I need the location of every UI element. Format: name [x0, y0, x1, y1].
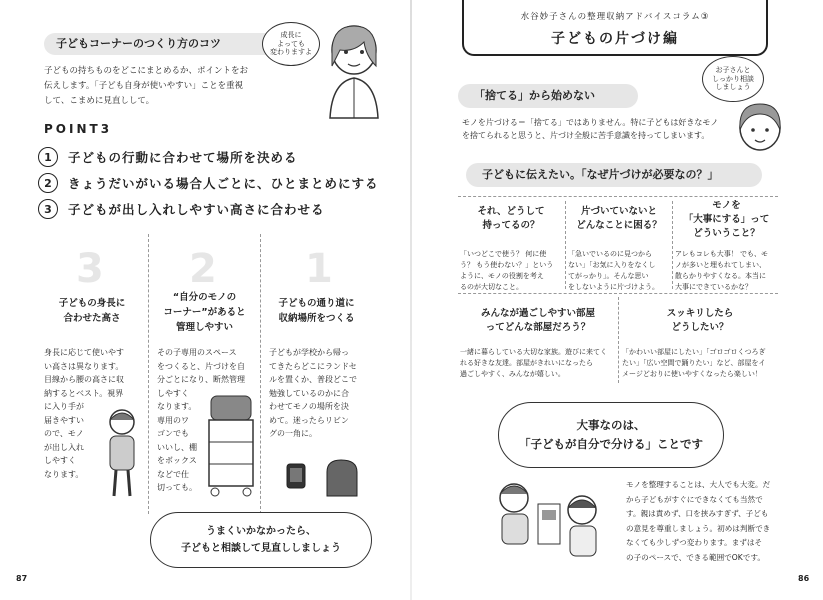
qa-cell-1-head: 持ってるの？ [482, 220, 540, 231]
point-2-number: 2 [38, 173, 58, 193]
column-2-line: 切っても。 [157, 483, 197, 492]
column-3-line: 納するとベスト。視界 [44, 388, 124, 398]
bag-and-device-illustration [283, 458, 363, 498]
left-cloud-text [150, 523, 372, 557]
qa-cell-5-line: 「かわいい部屋にしたい」「ゴロゴロくつろぎ [622, 348, 766, 356]
section-1-heading: 「捨てる」から始めない [458, 84, 638, 108]
point-1-text: 子どもの行動に合わせて場所を決める [68, 150, 298, 165]
advisor-illustration [730, 100, 790, 158]
point-1 [38, 146, 298, 168]
left-cloud-line2: 子どもと相談して見直ししましょう [181, 543, 341, 554]
right-bottom-text [626, 478, 770, 565]
qa-cell-3-head: モノを [712, 200, 741, 211]
qa-cell-3 [675, 199, 778, 293]
column-2-heading-line2: コーナー”があると [163, 307, 246, 318]
lead-text-2: 伝えします。「子ども自身が使いやすい」ことを重視 [44, 81, 244, 91]
column-title-box [462, 0, 768, 56]
qa-cell-4-head: ってどんな部屋だろう？ [485, 322, 591, 333]
column-2-line: ゴンでも [157, 429, 189, 438]
qa-cell-1 [460, 205, 562, 293]
column-series: 水谷妙子さんの整理収納アドバイスコラム③ [520, 12, 710, 22]
left-cloud-line1: うまくいかなかったら、 [206, 526, 316, 537]
right-bottom-line: す。親は責めず、口を挟みすぎず、子ども [626, 509, 769, 518]
qa-cell-5-head: スッキリしたら [666, 308, 734, 319]
qa-cell-3-head: 「大事にする」って [683, 214, 770, 225]
qa-cell-4-line: 過ごしやすく、みんなが嬉しい。 [460, 370, 565, 378]
right-bottom-line: モノを整理することは、大人でも大変。だ [626, 480, 771, 489]
point-1-number: 1 [38, 147, 58, 167]
left-speech-bubble: 成長に よっても 変わりますよ [262, 22, 320, 66]
column-2-line: などで仕 [157, 469, 189, 479]
tips-title: 子どもコーナーのつくり方のコツ [44, 33, 276, 55]
left-page [0, 0, 411, 600]
column-2-line: その子専用のスペース [157, 348, 237, 357]
column-2-heading [149, 290, 260, 335]
qa-grid [458, 196, 778, 384]
column-2-heading-line1: “自分のモノの [172, 292, 237, 303]
column-3-line: 身長に応じて使いやす [44, 348, 124, 357]
column-3-line: しやすく [44, 456, 76, 465]
column-1-body [269, 346, 357, 441]
section-1-line2: を捨てられると思うと、片づけ全般に苦手意識を持ってしまいます。 [462, 131, 710, 140]
qa-cell-5 [622, 307, 778, 380]
left-page-number: 87 [16, 574, 28, 583]
qa-cell-4 [460, 307, 616, 380]
column-1-number: 1 [305, 246, 333, 292]
point-3-number: 3 [38, 199, 58, 219]
point-2-text: きょうだいがいる場合人ごとに、ひとまとめにする [68, 176, 379, 191]
column-1-heading-line1: 子どもの通り道に [278, 298, 355, 309]
right-page [412, 0, 823, 600]
point-2 [38, 172, 379, 194]
qa-cell-1-line: るのが大切なこと。 [460, 283, 523, 291]
column-1-line: わせてモノの場所を決 [269, 402, 349, 411]
column-3-line: 目線から腰の高さに収 [44, 375, 124, 384]
qa-cell-4-line: れる好きな友達。部屋がきれいになったら [460, 359, 593, 367]
column-2-line: いいし、棚 [157, 442, 197, 452]
column-3-line: い高さは異なります。 [44, 361, 124, 371]
column-3-heading-line2: 合わせた高さ [63, 313, 121, 324]
column-3-line: に入り手が [44, 402, 84, 411]
right-bottom-line: なくても少しずつ変わります。まずはそ [626, 538, 763, 547]
column-2-number: 2 [189, 246, 217, 292]
child-illustration [100, 406, 146, 502]
qa-cell-4-line: 一緒に暮らしている大切な家族。遊びに来てく [460, 348, 607, 356]
column-1-line: てきたらどこにランドセ [269, 361, 357, 371]
qa-cell-2-head: 片づいていないと [580, 206, 657, 217]
right-cloud-text [498, 416, 724, 454]
column-1-line: グの一角に。 [269, 429, 317, 438]
qa-cell-3-line: 散らかりやすくなる。本当に [675, 272, 766, 280]
qa-cell-5-head: どうしたい？ [671, 322, 729, 333]
qa-cell-1-line: う？ もう使わない？」という [460, 261, 554, 269]
column-title: 子どもの片づけ編 [551, 31, 679, 47]
column-1 [260, 234, 372, 514]
point-3-text: 子どもが出し入れしやすい高さに合わせる [68, 202, 325, 217]
right-speech-bubble: お子さんと しっかり相談 しましょう [702, 56, 764, 102]
lead-text-3: して、こまめに見直しして。 [44, 96, 155, 106]
right-bottom-line: の子のペースで、できる範囲でOKです。 [626, 552, 765, 562]
grid-divider [458, 293, 778, 294]
section-1-line1: モノを片づける＝「捨てる」ではありません。特に子どもは好きなモノ [462, 118, 719, 127]
column-1-heading-line2: 収納場所をつくる [278, 313, 355, 324]
column-2-line: 分ごとになり、断然管理 [157, 375, 245, 384]
qa-cell-2-line: 「急いでいるのに見つから [568, 250, 652, 258]
qa-cell-3-line: 大事にできているかな？ [675, 283, 752, 291]
qa-cell-4-head: みんなが過ごしやすい部屋 [480, 308, 595, 319]
qa-cell-5-line: メージどおりに使いやすくなったら楽しい！ [622, 370, 762, 378]
column-3-line: が出し入れ [44, 442, 84, 452]
right-cloud-line2: 「子どもが自分で分ける」ことです [519, 437, 703, 451]
right-bottom-line: の意見を尊重しましょう。初めは判断でき [626, 523, 771, 533]
qa-cell-3-head: どういうこと？ [693, 228, 760, 239]
qa-cell-2-head: どんなことに困る？ [576, 220, 662, 231]
children-sorting-illustration [482, 474, 614, 566]
qa-cell-1-line: ように、モノの役割を考え [460, 272, 544, 280]
column-3-heading-line1: 子どもの身長に [58, 298, 126, 309]
column-3-line: なります。 [44, 469, 84, 479]
point-3 [38, 198, 325, 220]
column-3-line: 届きやすい [44, 415, 84, 425]
qa-cell-3-line: ノが多いと埋もれてしまい、 [675, 261, 766, 269]
column-1-line: ルを置くか、普段どこで [269, 375, 357, 384]
qa-cell-2-line: をしないように片づけよう。 [568, 283, 659, 291]
grid-divider [618, 297, 619, 383]
column-2-line: なります。 [157, 402, 197, 411]
grid-divider [565, 201, 566, 289]
qa-cell-3-line: アレもコレも大事！ でも、モ [675, 250, 768, 258]
column-2-heading-line3: 管理しやすい [175, 322, 233, 333]
lead-text-1: 子どもの持ちものをどこにまとめるか、ポイントをお [44, 66, 249, 76]
qa-cell-2-line: てがっかり」。そんな思い [568, 272, 649, 280]
right-bottom-line: から子どもがすぐにできなくても当然で [626, 494, 763, 504]
right-cloud-line1: 大事なのは、 [576, 418, 646, 432]
section-2-heading: 子どもに伝えたい。「なぜ片づけが必要なの？」 [466, 163, 762, 187]
column-2-line: をボックス [157, 456, 197, 465]
right-page-number: 86 [798, 574, 810, 583]
column-3-line: ので、モノ [44, 429, 84, 438]
column-3-heading [36, 296, 148, 326]
wagon-illustration [203, 390, 259, 500]
point-label: POINT3 [44, 122, 113, 136]
column-3 [36, 234, 148, 514]
qa-cell-1-line: 「いつどこで使う？ 何に使 [460, 250, 547, 258]
column-2 [148, 234, 260, 514]
column-3-number: 3 [76, 246, 104, 292]
column-1-line: 勉強しているのかに合 [269, 388, 349, 398]
column-2-line: をつくると、片づけを自 [157, 361, 245, 371]
column-1-heading [261, 296, 372, 326]
qa-cell-2-line: ない」「お気に入りをなくし [568, 261, 656, 269]
column-1-line: 子どもが学校から帰っ [269, 348, 349, 357]
column-2-line: 専用のワ [157, 415, 189, 425]
column-1-line: めて。迷ったらリビン [269, 415, 349, 425]
qa-cell-1-head: それ、どうして [477, 206, 545, 217]
grid-divider [672, 201, 673, 289]
qa-cell-2 [568, 205, 670, 293]
column-2-line: しやすく [157, 388, 189, 398]
qa-cell-5-line: たい」「広い空間で踊りたい」など、部屋をイ [622, 359, 766, 367]
